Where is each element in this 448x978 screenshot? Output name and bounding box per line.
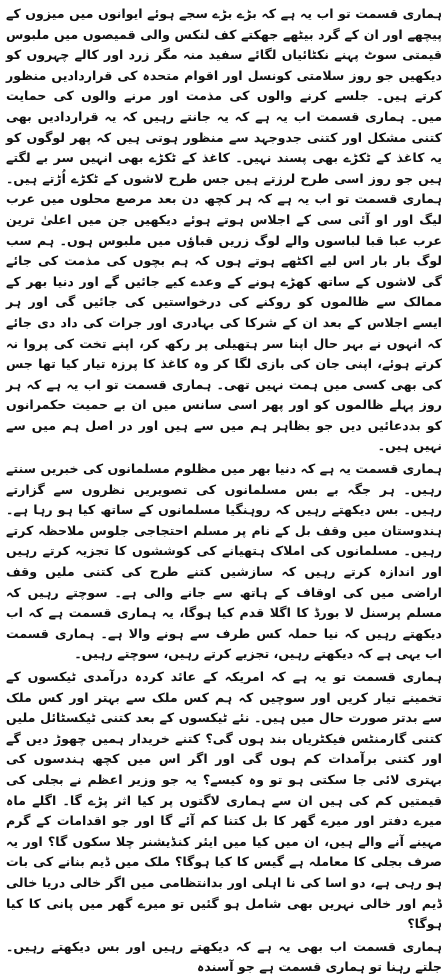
article-text-column bbox=[6, 4, 442, 975]
article-paragraph: ہماری قسمت اب بھی یہ ہے کہ دیکھتے رہیں اور بس دیکھتے رہیں۔ جلتے رہنا تو ہماری قسمت ہے جو آسندہ bbox=[6, 938, 442, 975]
article-paragraph: ہماری قسمت یہ ہے کہ دنیا بھر میں مظلوم مسلمانوں کی خبریں سنتے رہیں۔ ہر جگہ بے بس مسلمانوں کی تصویریں نظروں سے گزارتے رہیں۔ بس دیکھتے رہیں کہ روہنگیا مسلمانوں کے ساتھ کیا ہو رہا ہے۔ ہندوستان میں وقف بل کے نام پر مسلم احتجاجی جلوس ملاحظہ کرتے رہیں۔ مسلمانوں کی املاک ہتھیانے کی کوششوں کا تجزیہ کرتے رہیں اور اندازہ کرتے رہیں کہ سازشیں کتنے طرح کی کتنی ملیں وقف اراضی میں کی اوقاف کے ہاتھ سے جانے والی ہے۔ سوچتے رہیں کہ مسلم پرسنل لا بورڈ کا اگلا قدم کیا ہوگا، یہ ہماری قسمت ہے کہ اب دیکھتے رہیں کہ نیا حملہ کس طرف سے ہونے والا ہے۔ ہماری قسمت اب یہی ہے کہ دیکھتے رہیں، تجزیے کرتے رہیں، سوچتے رہیں۔ bbox=[6, 461, 442, 662]
article-paragraph: ہماری قسمت تو یہ ہے کہ امریکہ کے عائد کردہ درآمدی ٹیکسوں کے تخمینے تیار کریں اور سوچیں کہ ہم کس ملک سے بہتر اور کس ملک سے بدتر صورت حال میں ہیں۔ نئے ٹیکسوں کے بعد کتنی ٹیکسٹائل ملیں کتنی گارمنٹس فیکٹریاں بند ہوں گی؟ کتنے خریدار ہمیں چھوڑ دیں گے اور کتنی برآمدات کم ہوں گی اور اگر اس میں کچھ ہندسوں کی بہتری لائی جا سکتی ہو تو وہ کیسے؟ یہ جو وزیر اعظم نے بجلی کی قیمتیں کم کی ہیں ان سے ہماری لاگتوں پر کیا اثر پڑے گا۔ اگلے ماہ میرے دفتر اور میرے گھر کا بل کتنا کم آئے گا اور جو اقدامات کے گرم مہینے آنے والے ہیں، ان میں کیا میں ایئر کنڈیشنر چلا سکوں گا؟ اور یہ صرف بجلی کا معاملہ ہے گیس کا کیا ہوگا؟ ملک میں ڈیم بنانے کی بات ہو رہی ہے، دو اسا کی نا اہلی اور بدانتظامی میں اگر خالی دریا خالی ڈیم اور خالی نہریں بھی شامل ہو گئیں تو میرے گھر میں پانی کا کیا ہوگا؟ bbox=[6, 669, 442, 932]
article-paragraph: ہماری قسمت تو اب یہ ہے کہ بڑے بڑے سجے ہوئے ایوانوں میں میزوں کے پیچھے اور ان کے گرد بیٹھے جھکتے کف لنکس والی قمیصوں میں ملبوس قیمتی سوٹ پہنے نکٹائیاں لگائے سفید منہ مگر زرد اور کالے چہروں کو دیکھیں جو روز سلامتی کونسل اور اقوام متحدہ کی قراردادیں منظور کرتے ہیں۔ جلسے کرنے والوں کی مذمت اور مرنے والوں کی حمایت میں۔ ہماری قسمت اب یہ ہے کہ یہ جانتے رہیں کہ یہ قراردادیں بھی کتنی مشکل اور کتنی جدوجہد سے منظور ہوتی ہیں کہ پھر لوگوں کو یہ کاغذ کے ٹکڑے بھی پسند نہیں۔ کاغذ کے ٹکڑے بھی انہیں سر بے لگتے ہیں جو روز اسی طرح لرزتے ہیں جس طرح لاشوں کے ٹکڑے اُڑتے ہیں۔ ہماری قسمت تو اب یہ ہے کہ ہر کچھ دن بعد مرصع محلوں میں عرب لیگ اور او آئی سی کے اجلاس ہوتے ہوئے دیکھیں جن میں اعلیٰ ترین عرب عبا قبا لباسوں والے لوگ زریں قباؤں میں ملبوس ہوں۔ ہم سب لوگ بار بار اس لیے اکٹھے ہوتے ہوں کہ ہم بچوں کی مذمت کی جائے گی لاشوں کے ساتھ کھڑے ہونے کے وعدے کیے جائیں گے اور دنیا بھر کے ممالک سے ظالموں کو روکنے کی درخواستیں کی جائیں گی اور ہر ایسے اجلاس کے بعد ان کے شرکا کی بہادری اور جرات کی داد دی جائے کہ انہوں نے بہر حال اپنا سر ہتھیلی پر رکھ کر، اپنے تخت کی پروا نہ کرتے ہوئے، اپنی جان کی بازی لگا کر وہ کاغذ کا پرزہ تیار کیا تھا جس کی بھی کسی میں ہمت نہیں تھی۔ ہماری قسمت تو اب یہ ہے کہ ہر روز پہلے ظالموں کو اور پھر اسی سانس میں ان بے حمیت حکمرانوں کو بددعائیں دیں جو بظاہر ہم میں سے ہیں اور در اصل ہم میں سے نہیں ہیں۔ bbox=[6, 6, 442, 454]
